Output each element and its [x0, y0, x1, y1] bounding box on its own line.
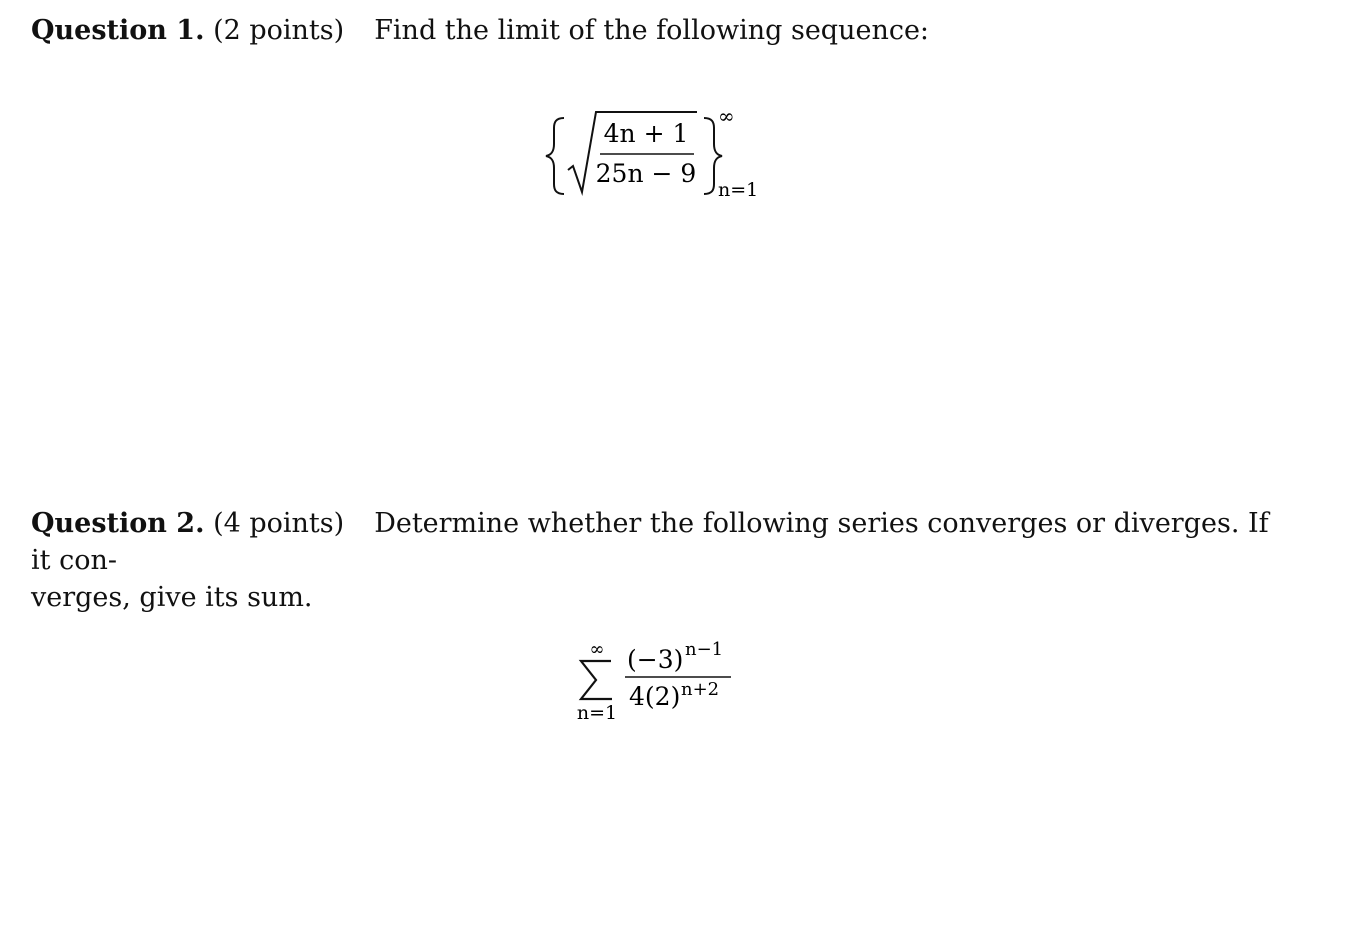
question-2-text: Determine whether the following series converges or diverges. If it con-	[31, 508, 1269, 576]
question-1	[31, 12, 1291, 49]
question-1-label: Question 1.	[31, 15, 205, 46]
question-1-points: (2 points)	[213, 15, 345, 46]
left-brace	[546, 118, 564, 194]
series-formula-svg	[565, 630, 745, 730]
lower-limit: n=1	[718, 179, 759, 201]
sequence-formula-svg	[540, 100, 780, 210]
denominator: 25n − 9	[595, 159, 697, 188]
series-denominator-base: 4(2)	[629, 682, 681, 711]
series-numerator-exp: n−1	[685, 639, 724, 660]
upper-limit: ∞	[718, 104, 735, 128]
question-2-points: (4 points)	[213, 508, 345, 539]
question-2	[31, 505, 1291, 616]
series-denominator-exp: n+2	[681, 679, 720, 700]
question-2-text-continued: verges, give its sum.	[31, 582, 313, 613]
sigma-icon	[581, 661, 612, 699]
question-1-text: Find the limit of the following sequence:	[374, 15, 930, 46]
sum-lower-limit: n=1	[576, 702, 618, 724]
numerator: 4n + 1	[603, 119, 689, 148]
series-numerator-base: (−3)	[627, 645, 684, 674]
question-2-label: Question 2.	[31, 508, 205, 539]
sum-upper-limit: ∞	[589, 639, 605, 660]
sequence-formula	[540, 100, 780, 210]
series-formula	[565, 630, 745, 730]
